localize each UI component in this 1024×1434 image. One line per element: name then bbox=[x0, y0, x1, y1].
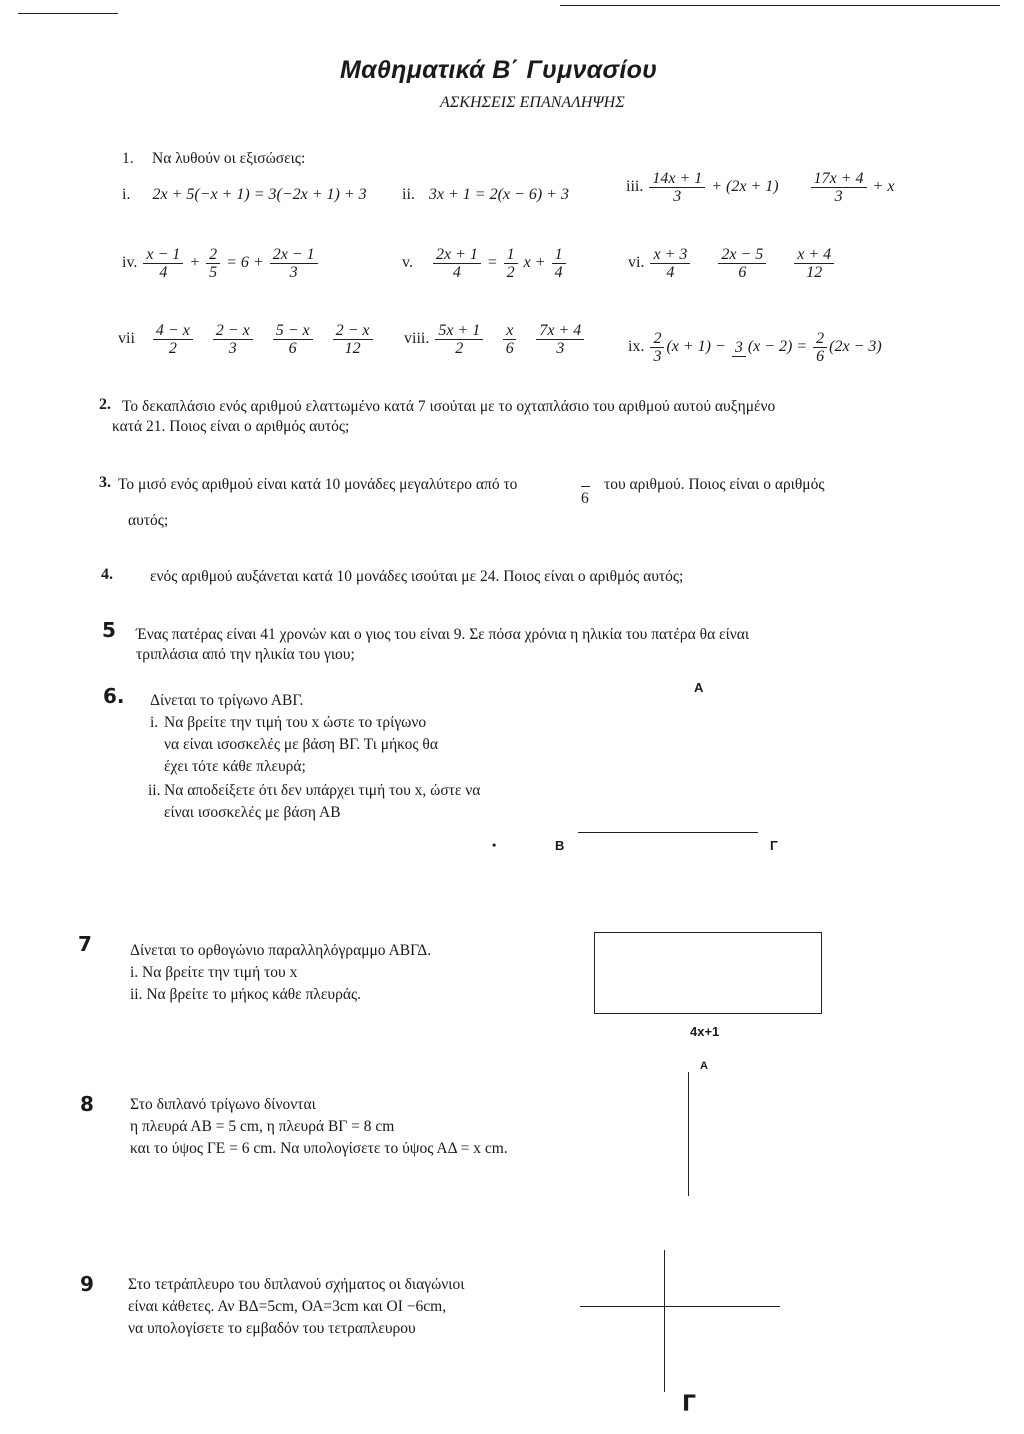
q7-i: i. Να βρείτε την τιμή του x bbox=[130, 964, 298, 981]
q8-label: 8 bbox=[80, 1092, 94, 1116]
q5-line1: Ένας πατέρας είναι 41 χρονών και ο γιος του είναι 9. Σε πόσα χρόνια η ηλικία του πατέρα θα είναι bbox=[136, 626, 750, 643]
q6-line1: Δίνεται το τρίγωνο ΑΒΓ. bbox=[150, 692, 304, 709]
q7-side-label: 4x+1 bbox=[690, 1024, 720, 1039]
eq-viii-c-num: 7x + 4 bbox=[536, 322, 584, 340]
q3-text-after: του αριθμού. Ποιος είναι ο αριθμός bbox=[604, 476, 825, 493]
q3-text-before: Το μισό ενός αριθμού είναι κατά 10 μονάδες μεγαλύτερο από το bbox=[118, 476, 518, 493]
q2-line2: κατά 21. Ποιος είναι ο αριθμός αυτός; bbox=[112, 418, 350, 435]
q7-ii: ii. Να βρείτε το μήκος κάθε πλευράς. bbox=[130, 986, 361, 1003]
eq-iii-f2-den: 3 bbox=[834, 188, 843, 205]
eq-iv-a-num: x − 1 bbox=[143, 246, 183, 264]
eq-v-a-num: 2x + 1 bbox=[433, 246, 481, 264]
eq-iv-eq: = 6 + bbox=[226, 254, 264, 272]
eq-ix-c-den: 6 bbox=[816, 348, 825, 365]
q9-vertex-g: Γ bbox=[682, 1392, 697, 1417]
eq-i-label: i. bbox=[122, 186, 131, 203]
eq-v-a-den: 4 bbox=[452, 264, 461, 281]
page-subtitle: ΑΣΚΗΣΕΙΣ ΕΠΑΝΑΛΗΨΗΣ bbox=[440, 94, 625, 111]
eq-iv bbox=[122, 246, 320, 281]
top-rule-left bbox=[18, 13, 118, 14]
eq-v-c-den: 4 bbox=[554, 264, 563, 281]
eq-viii-a-num: 5x + 1 bbox=[435, 322, 483, 340]
eq-i bbox=[122, 186, 367, 204]
eq-vii-c-den: 6 bbox=[288, 340, 297, 357]
eq-vii-b-num: 2 − x bbox=[213, 322, 253, 340]
eq-vii-b-den: 3 bbox=[228, 340, 237, 357]
q2-line1: Το δεκαπλάσιο ενός αριθμού ελαττωμένο κατά 7 ισούται με το οχταπλάσιο του αριθμού αυτού αυξημένο bbox=[122, 398, 776, 415]
eq-v-eq: = bbox=[486, 254, 498, 272]
eq-iv-a-den: 4 bbox=[159, 264, 168, 281]
eq-ix-b-num: 3 bbox=[732, 339, 746, 357]
eq-iii-f1-num: 14x + 1 bbox=[649, 170, 705, 188]
q9-diagonal-horizontal bbox=[580, 1306, 780, 1307]
eq-i-expr: 2x + 5(−x + 1) = 3(−2x + 1) + 3 bbox=[152, 186, 367, 203]
eq-ix bbox=[628, 330, 882, 365]
eq-viii-b-num: x bbox=[503, 322, 516, 340]
eq-ix-a-num: 2 bbox=[650, 330, 664, 348]
eq-ix-c-num: 2 bbox=[813, 330, 827, 348]
q9-line2: είναι κάθετες. Αν ΒΔ=5cm, ΟΑ=3cm και ΟΙ −6cm, bbox=[128, 1298, 447, 1315]
eq-vii-c-num: 5 − x bbox=[273, 322, 313, 340]
eq-viii bbox=[404, 322, 586, 357]
eq-ii-expr: 3x + 1 = 2(x − 6) + 3 bbox=[428, 186, 569, 203]
eq-vii-a-num: 4 − x bbox=[153, 322, 193, 340]
q7-rectangle bbox=[594, 932, 822, 1014]
q6-ii-line1: Να αποδείξετε ότι δεν υπάρχει τιμή του x, ώστε να bbox=[164, 782, 481, 799]
q5-line2: τριπλάσια από την ηλικία του γιου; bbox=[136, 646, 355, 663]
q3-fraction-den: 6 bbox=[581, 490, 589, 507]
eq-ix-c-tail: (2x − 3) bbox=[829, 338, 882, 356]
q6-i-line2: να είναι ισοσκελές με βάση ΒΓ. Τι μήκος θα bbox=[164, 736, 438, 753]
q8-vertex-a: Α bbox=[700, 1060, 708, 1072]
eq-ix-label: ix. bbox=[628, 338, 645, 356]
q8-line3: και το ύψος ΓΕ = 6 cm. Να υπολογίσετε το ύψος ΑΔ = x cm. bbox=[130, 1140, 508, 1157]
q6-i-line1: Να βρείτε την τιμή του x ώστε το τρίγωνο bbox=[164, 714, 427, 731]
q6-base-line bbox=[578, 832, 758, 833]
eq-vii-d-num: 2 − x bbox=[333, 322, 373, 340]
eq-vi bbox=[628, 246, 836, 281]
q7-line1: Δίνεται το ορθογώνιο παραλληλόγραμμο ΑΒΓΔ. bbox=[130, 942, 432, 959]
eq-ix-a-den: 3 bbox=[653, 348, 662, 365]
q9-line3: να υπολογίσετε το εμβαδόν του τετραπλευρου bbox=[128, 1320, 416, 1337]
eq-v bbox=[402, 246, 568, 281]
eq-viii-c-den: 3 bbox=[556, 340, 565, 357]
eq-vi-c-num: x + 4 bbox=[794, 246, 834, 264]
q1-label: 1. bbox=[122, 150, 134, 167]
eq-iii-mid: + (2x + 1) bbox=[711, 178, 779, 196]
eq-vii bbox=[118, 322, 375, 357]
q4-label: 4. bbox=[101, 566, 113, 583]
q6-i-line3: έχει τότε κάθε πλευρά; bbox=[164, 758, 306, 775]
q8-line2: η πλευρά ΑΒ = 5 cm, η πλευρά ΒΓ = 8 cm bbox=[130, 1118, 395, 1135]
q6-vertex-g: Γ bbox=[770, 838, 778, 853]
eq-ix-a-tail: (x + 1) − bbox=[666, 338, 726, 356]
eq-iii bbox=[626, 170, 894, 205]
q1-text: Να λυθούν οι εξισώσεις: bbox=[152, 150, 306, 167]
q6-i-label: i. bbox=[150, 714, 159, 731]
q9-diagonal-vertical bbox=[664, 1250, 665, 1392]
top-rule-right bbox=[560, 5, 1000, 6]
eq-v-c-num: 1 bbox=[552, 246, 566, 264]
eq-vi-c-den: 12 bbox=[806, 264, 823, 281]
q3-line2: αυτός; bbox=[128, 512, 169, 529]
eq-vi-b-den: 6 bbox=[738, 264, 747, 281]
eq-v-x: x + bbox=[523, 254, 546, 272]
eq-vi-a-num: x + 3 bbox=[650, 246, 690, 264]
q6-vertex-a: Α bbox=[694, 680, 704, 695]
q5-label: 5 bbox=[102, 618, 116, 642]
eq-vii-d-den: 12 bbox=[344, 340, 361, 357]
eq-viii-b-den: 6 bbox=[505, 340, 514, 357]
eq-iv-c-den: 3 bbox=[289, 264, 298, 281]
eq-iii-f1-den: 3 bbox=[673, 188, 682, 205]
q9-line1: Στο τετράπλευρο του διπλανού σχήματος οι διαγώνιοι bbox=[128, 1276, 465, 1293]
q6-ii-label: ii. bbox=[148, 782, 161, 799]
eq-iv-label: iv. bbox=[122, 254, 138, 272]
page-title: Μαθηματικά Β΄ Γυμνασίου bbox=[340, 56, 658, 84]
eq-ii-label: ii. bbox=[402, 186, 415, 203]
eq-vi-label: vi. bbox=[628, 254, 645, 272]
q2-label: 2. bbox=[99, 396, 111, 413]
q9-label: 9 bbox=[80, 1272, 94, 1296]
eq-viii-label: viii. bbox=[404, 330, 430, 348]
eq-iii-label: iii. bbox=[626, 178, 644, 196]
eq-vi-b-num: 2x − 5 bbox=[718, 246, 766, 264]
q8-altitude-line bbox=[688, 1072, 689, 1196]
q3-label: 3. bbox=[99, 474, 111, 491]
eq-ii bbox=[402, 186, 569, 204]
eq-ix-b-tail: (x − 2) = bbox=[747, 338, 808, 356]
eq-viii-a-den: 2 bbox=[455, 340, 464, 357]
q4-text: ενός αριθμού αυξάνεται κατά 10 μονάδες ισούται με 24. Ποιος είναι ο αριθμός αυτός; bbox=[150, 568, 684, 585]
q6-label: 6. bbox=[103, 684, 125, 708]
eq-iv-plus: + bbox=[189, 254, 201, 272]
eq-v-b-num: 1 bbox=[504, 246, 518, 264]
eq-iii-f2-num: 17x + 4 bbox=[811, 170, 867, 188]
eq-iv-b-num: 2 bbox=[206, 246, 220, 264]
eq-v-label: v. bbox=[402, 254, 413, 272]
eq-vii-label: vii bbox=[118, 330, 135, 348]
q8-line1: Στο διπλανό τρίγωνο δίνονται bbox=[130, 1096, 316, 1113]
eq-iv-b-den: 5 bbox=[209, 264, 218, 281]
q6-ii-line2: είναι ισοσκελές με βάση ΑΒ bbox=[164, 804, 341, 821]
eq-iii-tail: + x bbox=[872, 178, 895, 196]
q6-dot-mark: • bbox=[492, 838, 497, 852]
eq-vii-a-den: 2 bbox=[168, 340, 177, 357]
eq-iv-c-num: 2x − 1 bbox=[270, 246, 318, 264]
eq-vi-a-den: 4 bbox=[666, 264, 675, 281]
q7-label: 7 bbox=[78, 932, 92, 956]
eq-v-b-den: 2 bbox=[506, 264, 515, 281]
q3-fraction-bar bbox=[581, 486, 590, 487]
q6-vertex-b: Β bbox=[555, 838, 565, 853]
